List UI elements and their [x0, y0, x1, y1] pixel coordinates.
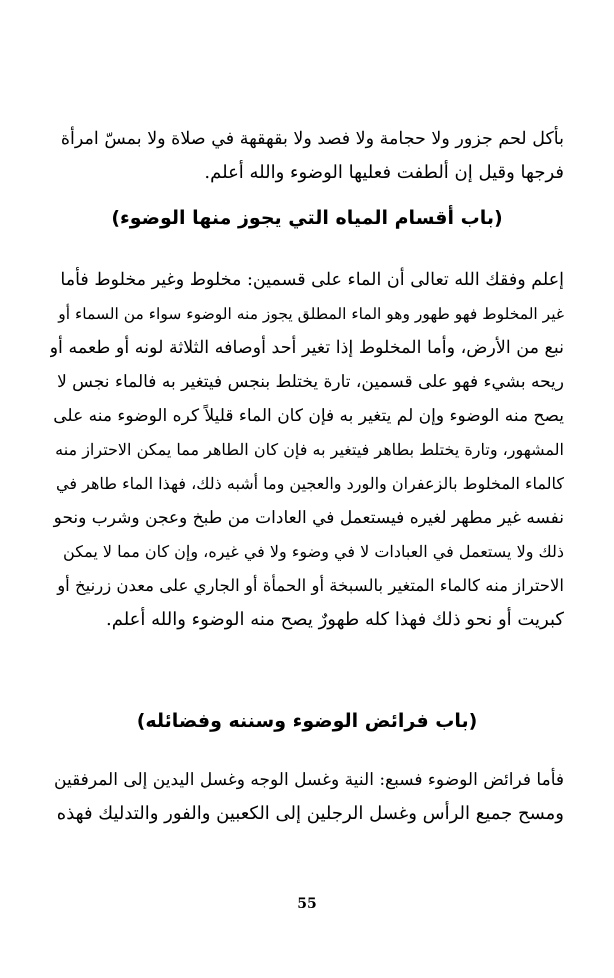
text-line: كبريت أو نحو ذلك فهذا كله طهورٌ يصح منه الوضوء والله أعلم.	[106, 609, 564, 630]
text-line: ومسح جميع الرأس وغسل الرجلين إلى الكعبين والفور والتدليك فهذه	[56, 803, 564, 824]
text-line: بأكل لحم جزور ولا حجامة ولا فصد ولا بقهقهة في صلاة ولا بمسّ امرأة	[60, 129, 564, 149]
paragraph-ablution-obligations	[50, 763, 564, 831]
section-heading-ablution-obligations: (باب فرائض الوضوء وسننه وفضائله)	[136, 710, 478, 732]
text-line: فرجها وقيل إن ألطفت فعليها الوضوء والله أعلم.	[204, 162, 564, 183]
text-line: المشهور، وتارة يختلط بطاهر فيتغير به فإن كان الطاهر مما يمكن الاحتراز منه	[55, 440, 564, 459]
text-line: كالماء المخلوط بالزعفران والورد والعجين وما أشبه ذلك، فهذا الماء طاهر في	[56, 474, 564, 493]
paragraph-water-types	[50, 263, 564, 637]
text-line: غير المخلوط فهو طهور وهو الماء المطلق يجوز منه الوضوء سواء من السماء أو	[58, 305, 564, 323]
text-line: الاحتراز منه كالماء المتغير بالسبخة أو الحمأة أو الجاري على معدن زرنيخ أو	[57, 576, 564, 595]
text-line: يصح منه الوضوء وإن لم يتغير به فإن كان الماء قليلاً كره الوضوء منه على	[53, 406, 564, 426]
text-line: ذلك ولا يستعمل في العبادات لا في وضوء ولا في غيره، وإن كان مما لا يمكن	[63, 542, 564, 561]
text-line: نبع من الأرض، وأما المخلوط إذا تغير أحد أوصافه الثلاثة لونه أو طعمه أو	[50, 338, 564, 358]
page-number: 55	[297, 896, 317, 912]
text-line: نفسه غير مطهر لغيره فيستعمل في العادات من طبخ وعجن وشرب ونحو	[53, 508, 564, 528]
text-line: فأما فرائض الوضوء فسبع: النية وغسل الوجه وغسل اليدين إلى المرفقين	[54, 770, 564, 790]
text-line: ريحه بشيء فهو على قسمين، تارة يختلط بنجس فيتغير به فالماء نجس لا	[57, 372, 564, 392]
section-heading-water-types: (باب أقسام المياه التي يجوز منها الوضوء)	[111, 207, 503, 229]
text-line: إعلم وفقك الله تعالى أن الماء على قسمين: مخلوط وغير مخلوط فأما	[60, 270, 564, 290]
paragraph-ablution-nullifiers	[50, 122, 564, 190]
